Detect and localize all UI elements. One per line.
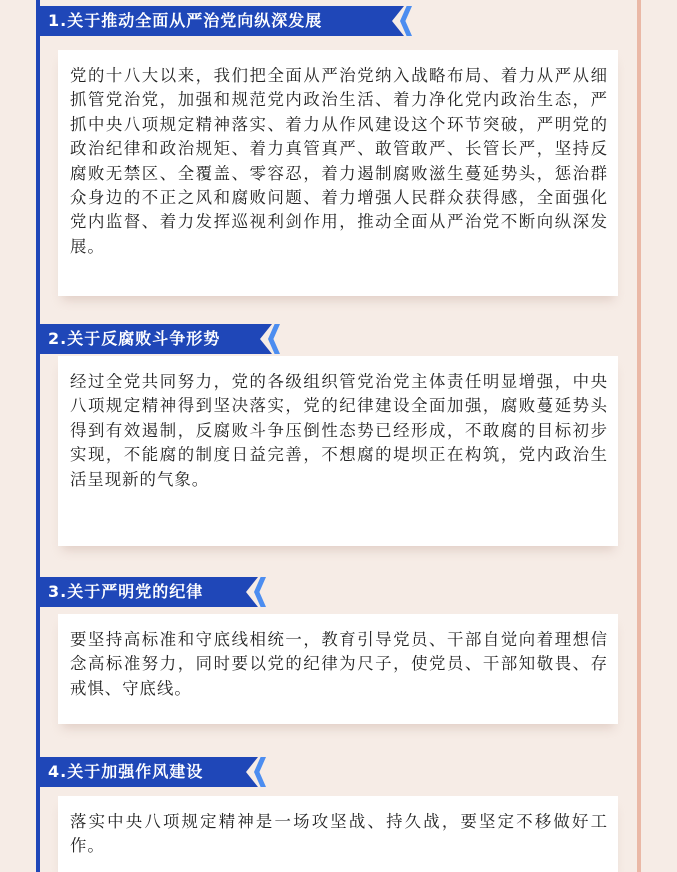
section-heading bbox=[38, 6, 418, 36]
chevron-left-icon bbox=[268, 324, 280, 354]
chevron-left-icon bbox=[400, 6, 412, 36]
section-heading bbox=[38, 577, 272, 607]
left-accent-rule bbox=[36, 0, 40, 872]
section-heading bbox=[38, 324, 286, 354]
section-title: 1.关于推动全面从严治党向纵深发展 bbox=[48, 11, 323, 30]
section-title: 3.关于严明党的纪律 bbox=[48, 582, 204, 601]
section-heading bbox=[38, 757, 272, 787]
section-body: 党的十八大以来，我们把全面从严治党纳入战略布局、着力从严从细抓管党治党，加强和规范党内政治生活、着力净化党内政治生态，严抓中央八项规定精神落实、着力从作风建设这个环节突破，严明党的政治纪律和政治规矩、着力真管真严、敢管敢严、长管长严，坚持反腐败无禁区、全覆盖、零容忍，着力遏制腐败滋生蔓延势头，惩治群众身边的不正之风和腐败问题、着力增强人民群众获得感，全面强化党内监督、着力发挥巡视利剑作用，推动全面从严治党不断向纵深发展。 bbox=[70, 66, 608, 256]
section-body: 要坚持高标准和守底线相统一，教育引导党员、干部自觉向着理想信念高标准努力，同时要以党的纪律为尺子，使党员、干部知敬畏、存戒惧、守底线。 bbox=[70, 630, 608, 698]
content-card bbox=[58, 356, 618, 546]
content-card bbox=[58, 796, 618, 872]
section-title: 2.关于反腐败斗争形势 bbox=[48, 329, 221, 348]
content-card bbox=[58, 50, 618, 296]
right-accent-rule bbox=[637, 0, 641, 872]
section-title: 4.关于加强作风建设 bbox=[48, 762, 204, 781]
section-body: 经过全党共同努力，党的各级组织管党治党主体责任明显增强，中央八项规定精神得到坚决落实，党的纪律建设全面加强，腐败蔓延势头得到有效遏制，反腐败斗争压倒性态势已经形成，不敢腐的目标初步实现，不能腐的制度日益完善，不想腐的堤坝正在构筑，党内政治生活呈现新的气象。 bbox=[70, 372, 608, 489]
section-body: 落实中央八项规定精神是一场攻坚战、持久战，要坚定不移做好工作。 bbox=[70, 812, 608, 856]
chevron-left-icon bbox=[254, 757, 266, 787]
content-card bbox=[58, 614, 618, 724]
chevron-left-icon bbox=[254, 577, 266, 607]
